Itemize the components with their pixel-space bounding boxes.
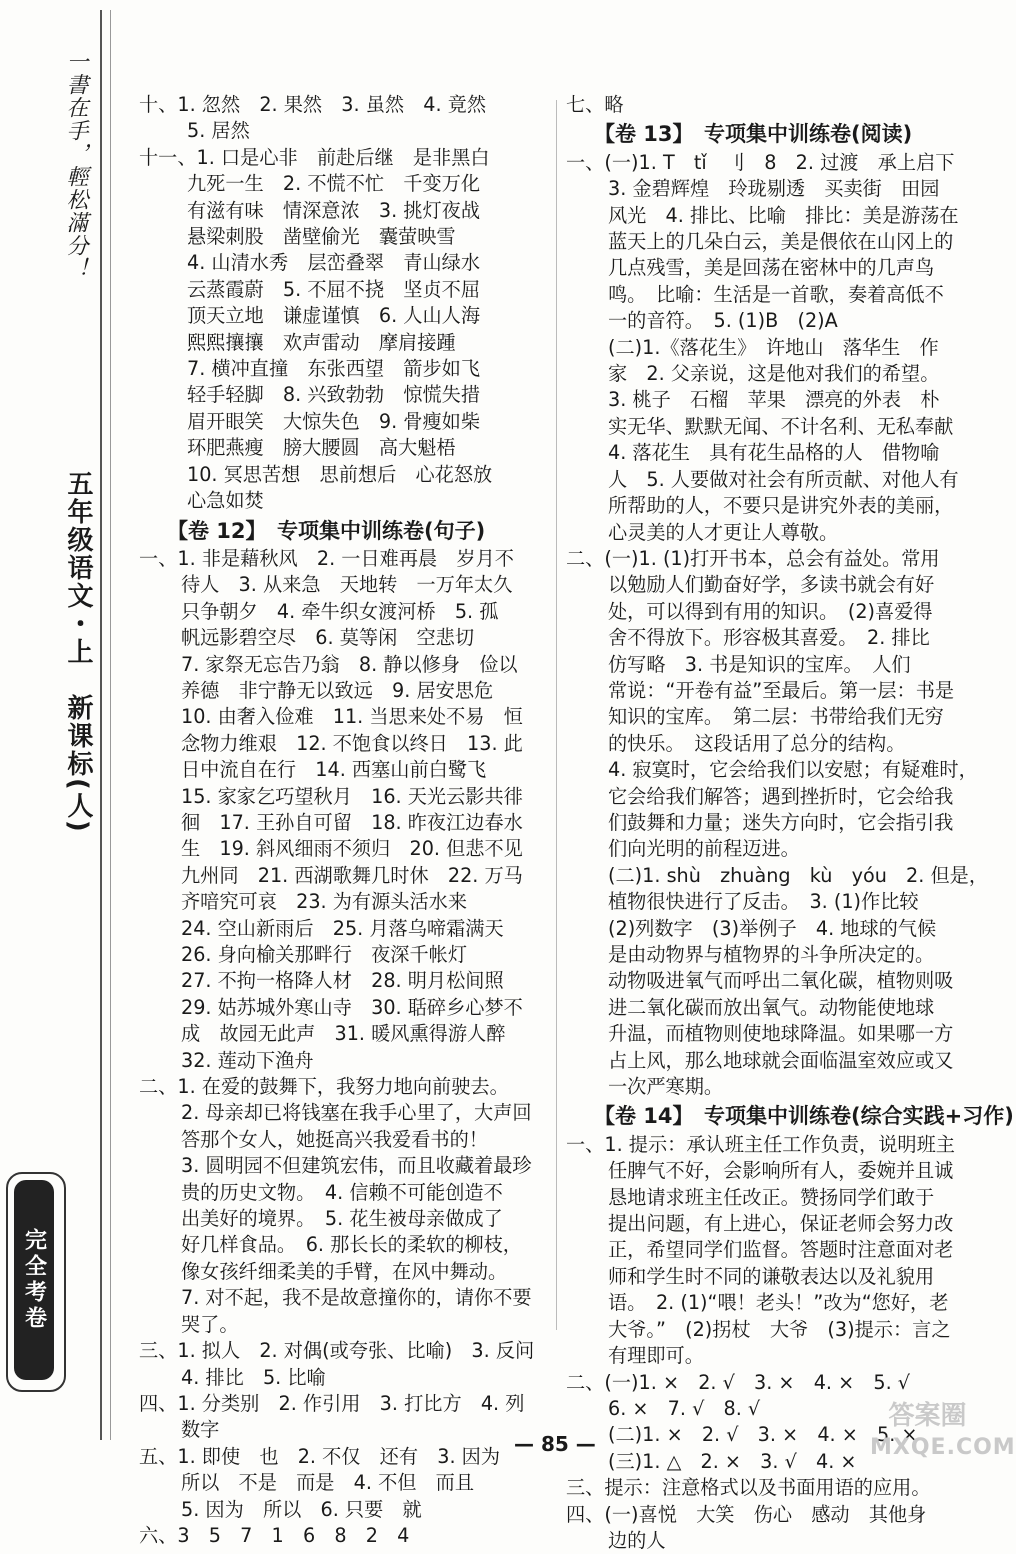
answer-line: 人 5. 人要做对社会有所贡献、对他人有 [608, 467, 959, 491]
answer-line: 4. 排比 5. 比喻 [181, 1365, 326, 1389]
answer-line: 风光 4. 排比、比喻 排比：美是游荡在 [608, 203, 959, 227]
answer-line: 7. 家祭无忘告乃翁 8. 静以修身 俭以 [181, 652, 518, 676]
watermark [870, 1400, 1016, 1470]
answer-line: 一、1. 提示：承认班主任工作负责，说明班主 [566, 1132, 955, 1156]
answer-line: 师和学生时不同的谦敬表达以及礼貌用 [608, 1264, 935, 1288]
answer-line: 3. 桃子 石榴 苹果 漂亮的外表 朴 [608, 388, 940, 412]
section-heading: 【卷 13】 专项集中训练卷(阅读) [594, 122, 913, 147]
watermark-text: 答案圈 [888, 1401, 967, 1431]
answer-line: 生 19. 斜风细雨不须归 20. 但悲不见 [181, 837, 523, 861]
answer-line: 二、(一)1. (1)打开书本，总会有益处。常用 [566, 546, 940, 570]
answer-line: 所以 不是 而是 4. 不但 而且 [181, 1471, 475, 1495]
answer-line: 十一、1. 口是心非 前赴后继 是非黑白 [139, 145, 490, 169]
answer-line: 蓝天上的几朵白云，美是偎依在山冈上的 [608, 230, 954, 254]
answer-line: 10. 由奢入俭难 11. 当思来处不易 恒 [181, 705, 523, 729]
answer-line: 待人 3. 从来急 天地转 一万年太久 [181, 573, 513, 597]
answer-line: 恳地请求班主任改正。赞扬同学们敢于 [608, 1185, 935, 1209]
answer-line: 二、1. 在爱的鼓舞下，我努力地向前驶去。 [139, 1075, 509, 1099]
answer-line: 29. 姑苏城外寒山寺 30. 聒碎乡心梦不 [181, 995, 523, 1019]
answer-line: 27. 不拘一格降人材 28. 明月松间照 [181, 969, 504, 993]
answer-line: 3. 金碧辉煌 玲珑剔透 买卖街 田园 [608, 177, 940, 201]
answer-line: 三、提示：注意格式以及书面用语的应用。 [566, 1476, 931, 1500]
answer-line: 眉开眼笑 大惊失色 9. 骨瘦如柴 [187, 409, 481, 433]
answer-line: 常说：“开卷有益”至最后。第一层：书是 [608, 678, 955, 702]
answer-line: 三、1. 拟人 2. 对偶(或夸张、比喻) 3. 反问 [139, 1339, 535, 1363]
column-divider [556, 100, 557, 1330]
answer-line: 升温，而植物则使地球降温。如果哪一方 [608, 1022, 954, 1046]
answer-line: 5. 居然 [187, 119, 250, 143]
answer-line: 徊 17. 王孙自可留 18. 昨夜江边春水 [181, 810, 523, 834]
answer-line: 心急如焚 [187, 489, 264, 513]
answer-line: 知识的宝库。 第二层：书带给我们无穷 [608, 705, 944, 729]
answer-line: 有滋有味 情深意浓 3. 挑灯夜战 [187, 198, 481, 222]
answer-line: 一、1. 非是藉秋风 2. 一日难再晨 岁月不 [139, 546, 514, 570]
book-spine-title: 五年级语文・上 新课标(人) [63, 470, 93, 834]
answer-line: 四、1. 分类别 2. 作引用 3. 打比方 4. 列 [139, 1391, 525, 1415]
answer-line: 正，希望同学们监督。答题时注意面对老 [608, 1238, 954, 1262]
answer-line: 3. 圆明园不但建筑宏伟，而且收藏着最珍 [181, 1154, 532, 1178]
answer-line: (二)1. × 2. √ 3. × 4. × 5. × [608, 1423, 918, 1447]
answer-line: 六、3 5 7 1 6 8 2 4 [139, 1523, 410, 1547]
answer-line: 大爷。” (2)拐杖 大爷 (3)提示：言之 [608, 1317, 951, 1341]
answer-line: 轻手轻脚 8. 兴致勃勃 惊慌失措 [187, 383, 481, 407]
answer-line: 帆远影碧空尽 6. 莫等闲 空悲切 [181, 626, 475, 650]
answer-line: 进二氧化碳而放出氧气。动物能使地球 [608, 995, 935, 1019]
answer-line: 边的人 [608, 1528, 666, 1552]
answer-line: 占上风，那么地球就会面临温室效应或又 [608, 1048, 954, 1072]
answer-line: 植物很快进行了反击。 3. (1)作比较 [608, 890, 919, 914]
answer-line: 鸣。 比喻：生活是一首歌，奏着高低不 [608, 282, 944, 306]
answer-line: 任脾气不好，会影响所有人，委婉并且诚 [608, 1159, 954, 1183]
answer-line: 九州同 21. 西湖歌舞几时休 22. 万马 [181, 863, 523, 887]
margin-rule-thin [110, 10, 111, 1440]
answer-line: 一次严寒期。 [608, 1075, 724, 1099]
answer-line: 二、(一)1. × 2. √ 3. × 4. × 5. √ [566, 1370, 910, 1394]
answer-line: (2)列数字 (3)举例子 4. 地球的气候 [608, 916, 937, 940]
answer-line: 4. 落花生 具有花生品格的人 借物喻 [608, 441, 940, 465]
brand-logo: 完全考卷 [14, 1180, 54, 1380]
answer-line: 只争朝夕 4. 牵牛织女渡河桥 5. 孤 [181, 599, 499, 623]
watermark-url: MXQE.COM [870, 1435, 1016, 1460]
answer-line: 成 故园无此声 31. 暖风熏得游人醉 [181, 1022, 506, 1046]
answer-line: 出美好的境界。 5. 花生被母亲做成了 [181, 1207, 503, 1231]
answer-line: 所帮助的人，不要只是讲究外表的美丽， [608, 494, 954, 518]
answer-line: 提出问题，有上进心，保证老师会努力改 [608, 1212, 954, 1236]
answer-line: 6. × 7. √ 8. √ [608, 1396, 761, 1420]
answer-line: 心灵美的人才更让人尊敬。 [608, 520, 839, 544]
answer-line: 语。 2. (1)“喂！老头！”改为“您好，老 [608, 1291, 949, 1315]
answer-line: 七、略 [566, 93, 624, 116]
answer-line: 的快乐。 这段话用了总分的结构。 [608, 731, 906, 755]
answer-line: 十、1. 忽然 2. 果然 3. 虽然 4. 竟然 [139, 93, 487, 116]
answer-line: 悬梁刺股 凿壁偷光 囊萤映雪 [187, 225, 456, 249]
answer-line: 24. 空山新雨后 25. 月落乌啼霜满天 [181, 916, 504, 940]
answer-line: 32. 莲动下渔舟 [181, 1048, 314, 1072]
answer-line: 数字 [181, 1418, 220, 1442]
answer-line: 7. 对不起，我不是故意撞你的，请你不要 [181, 1286, 532, 1310]
page-number: — 85 — [514, 1432, 596, 1456]
answer-line: 它会给我们解答；遇到挫折时，它会给我 [608, 784, 954, 808]
section-heading: 【卷 12】 专项集中训练卷(句子) [167, 518, 486, 543]
answer-line: 4. 寂寞时，它会给我们以安慰；有疑难时， [608, 758, 978, 782]
answer-line: 5. 因为 所以 6. 只要 就 [181, 1497, 422, 1521]
answer-line: 像女孩纤细柔美的手臂，在风中舞动。 [181, 1259, 508, 1283]
answer-line: 一的音符。 5. (1)B (2)A [608, 309, 838, 333]
answer-line: 九死一生 2. 不慌不忙 千变万化 [187, 172, 481, 196]
answer-line: 一、(一)1. T tǐ 刂 8 2. 过渡 承上启下 [566, 150, 955, 174]
answer-line: 环肥燕瘦 膀大腰圆 高大魁梧 [187, 436, 456, 460]
answer-line: 哭了。 [181, 1312, 239, 1336]
answer-line: 处，可以得到有用的知识。 (2)喜爱得 [608, 599, 933, 623]
answer-line: 仿写略 3. 书是知识的宝库。 人们 [608, 652, 911, 676]
answer-line: 五、1. 即使 也 2. 不仅 还有 3. 因为 [139, 1444, 501, 1468]
margin-rule [100, 10, 102, 1440]
answer-line: 四、(一)喜悦 大笑 伤心 感动 其他身 [566, 1502, 927, 1526]
answer-line: 10. 冥思苦想 思前想后 心花怒放 [187, 462, 493, 486]
answer-line: 养德 非宁静无以致远 9. 居安思危 [181, 678, 494, 702]
answer-line: 家 2. 父亲说，这是他对我们的希望。 [608, 362, 940, 386]
answer-line: 熙熙攘攘 欢声雷动 摩肩接踵 [187, 330, 456, 354]
answer-line: 齐喑究可哀 23. 为有源头活水来 [181, 890, 468, 914]
answer-line: 们鼓舞和力量；迷失方向时，它会指引我 [608, 810, 954, 834]
answer-line: 4. 山清水秀 层峦叠翠 青山绿水 [187, 251, 481, 275]
answer-line: 实无华、默默无闻、不计名利、无私奉献 [608, 414, 954, 438]
answer-line: 云蒸霞蔚 5. 不屈不挠 坚贞不屈 [187, 277, 481, 301]
answer-line: 几点残雪，美是回荡在密林中的几声鸟 [608, 256, 935, 280]
answer-line: 好几样食品。 6. 那长长的柔软的柳枝， [181, 1233, 522, 1257]
right-column [566, 92, 1016, 1554]
answer-line: 贵的历史文物。 4. 信赖不可能创造不 [181, 1180, 503, 1204]
margin-strip [0, 0, 115, 1477]
answer-line: 有理即可。 [608, 1344, 704, 1368]
slogan: 一書在手，輕松滿分！ [63, 50, 88, 280]
answer-line: 动物吸进氧气而呼出二氧化碳，植物则吸 [608, 969, 954, 993]
section-heading: 【卷 14】 专项集中训练卷(综合实践+习作) [594, 1104, 1014, 1129]
answer-line: 们向光明的前程迈进。 [608, 837, 800, 861]
answer-line: 以勉励人们勤奋好学，多读书就会有好 [608, 573, 935, 597]
left-column [139, 92, 549, 1549]
answer-line: 7. 横冲直撞 东张西望 箭步如飞 [187, 357, 481, 381]
answer-line: 26. 身向榆关那畔行 夜深千帐灯 [181, 943, 468, 966]
answer-line: 日中流自在行 14. 西塞山前白鹭飞 [181, 758, 487, 782]
answer-line: (二)1. shù zhuàng kù yóu 2. 但是， [608, 863, 989, 887]
answer-line: 舍不得放下。形容极其喜爱。 2. 排比 [608, 626, 930, 650]
answer-line: 2. 母亲却已将钱塞在我手心里了，大声回 [181, 1101, 532, 1125]
answer-line: 是由动物界与植物界的斗争所决定的。 [608, 943, 935, 966]
answer-line: 15. 家家乞巧望秋月 16. 天光云影共徘 [181, 784, 523, 808]
answer-line: (三)1. △ 2. × 3. √ 4. × [608, 1449, 857, 1473]
answer-line: (二)1.《落花生》 许地山 落华生 作 [608, 335, 939, 359]
answer-line: 顶天立地 谦虚谨慎 6. 人山人海 [187, 304, 481, 328]
answer-line: 答那个女人，她挺高兴我爱看书的！ [181, 1127, 488, 1151]
answer-line: 念物力维艰 12. 不饱食以终日 13. 此 [181, 731, 523, 755]
